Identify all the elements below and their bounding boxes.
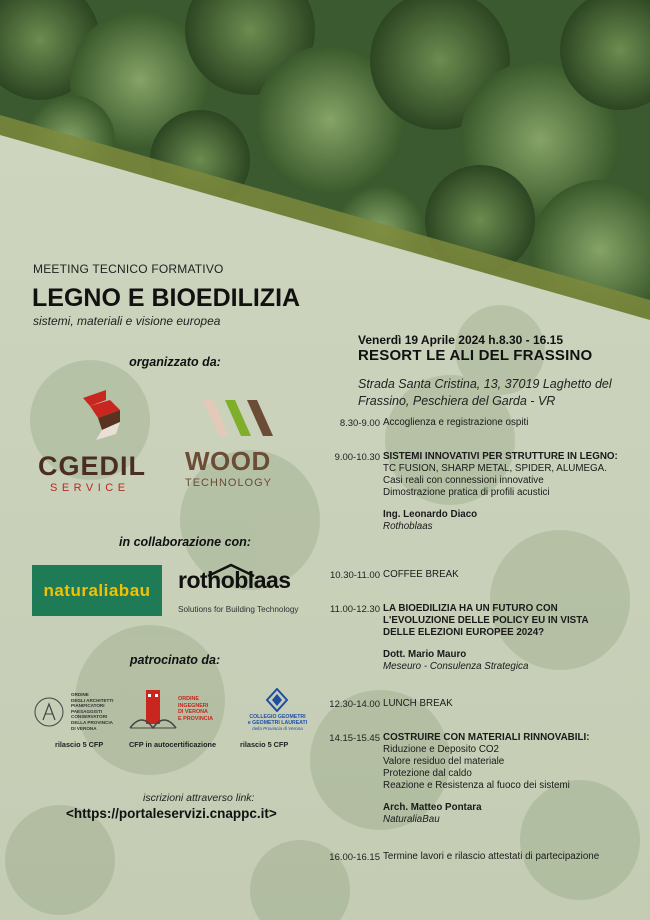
- programme-line: Protezione dal caldo: [383, 768, 472, 779]
- event-date: Venerdì 19 Aprile 2024 h.8.30 - 16.15: [358, 333, 564, 347]
- wood-sub: TECHNOLOGY: [185, 477, 273, 489]
- cgedil-name: CGEDIL: [38, 451, 147, 481]
- programme-time: 8.30-9.00: [339, 418, 380, 429]
- programme-org: Meseuro - Consulenza Strategica: [383, 661, 529, 672]
- programme-title: LA BIOEDILIZIA HA UN FUTURO CON L'EVOLUZIONE DELLE POLICY EU IN VISTA DELLE ELEZIONI EUROPEE 2024?: [383, 603, 589, 638]
- geometri-line: COLLEGIO GEOMETRI: [249, 714, 306, 720]
- programme-title: Accoglienza e registrazione ospiti: [383, 417, 529, 428]
- programme-time: 16.00-16.15: [329, 852, 380, 863]
- programme-item: [383, 417, 633, 429]
- programme-item: [383, 569, 633, 581]
- programme-speaker: Ing. Leonardo Diaco: [383, 509, 478, 520]
- ingegneri-text: [178, 696, 213, 722]
- patrons-label: patrocinato da:: [129, 653, 221, 667]
- cfp-geometri: rilascio 5 CFP: [240, 740, 289, 749]
- programme-title: Termine lavori e rilascio attestati di partecipazione: [383, 851, 600, 862]
- cfp-architetti: rilascio 5 CFP: [55, 740, 104, 749]
- address-line-1: Strada Santa Cristina, 13, 37019 Laghetto del: [358, 377, 612, 391]
- geometri-line: e GEOMETRI LAUREATI: [247, 720, 308, 726]
- wood-technology-logo: [185, 398, 295, 493]
- cgedil-logo: [38, 388, 163, 494]
- ordine-architetti-logo: [33, 692, 128, 734]
- rothoblaas-name: rothoblaas: [178, 567, 291, 593]
- event-subtitle: sistemi, materiali e visione europea: [33, 314, 221, 328]
- programme-line: Reazione e Resistenza al fuoco dei sistemi: [383, 780, 570, 791]
- programme-org: Rothoblaas: [383, 521, 433, 532]
- naturaliabau-name: naturaliabau: [43, 580, 151, 600]
- wood-name: WOOD: [185, 446, 271, 476]
- architetti-a-icon: [33, 696, 65, 728]
- geometri-diamond-icon: [266, 688, 288, 712]
- programme-time: 10.30-11.00: [329, 570, 380, 581]
- cfp-ingegneri: CFP in autocertificazione: [129, 740, 217, 749]
- programme-item: [383, 451, 633, 533]
- collegio-geometri-logo: [245, 688, 310, 736]
- architetti-line: CONSERVATORI: [71, 714, 108, 720]
- programme-title: COSTRUIRE CON MATERIALI RINNOVABILI:: [383, 732, 590, 743]
- event-kicker: MEETING TECNICO FORMATIVO: [33, 262, 224, 276]
- architetti-line: DEGLI ARCHITETTI: [71, 697, 114, 703]
- programme-speaker: Arch. Matteo Pontara: [383, 802, 482, 813]
- ingegneri-line: INGEGNERI: [178, 702, 209, 709]
- programme-line: TC FUSION, SHARP METAL, SPIDER, ALUMEGA.: [383, 463, 607, 474]
- programme-title: COFFEE BREAK: [383, 569, 459, 580]
- registration-note: iscrizioni attraverso link:: [143, 792, 255, 804]
- cgedil-mark-icon: [38, 388, 163, 448]
- event-venue: RESORT LE ALI DEL FRASSINO: [358, 347, 593, 364]
- programme-item: [383, 603, 598, 673]
- architetti-line: ORDINE: [71, 692, 89, 697]
- wood-mark-icon: [185, 398, 295, 443]
- programme-time: 14.15-15.45: [329, 733, 380, 744]
- architetti-text: [71, 692, 113, 731]
- programme-time: 9.00-10.30: [334, 452, 380, 463]
- ingegneri-line: DI VERONA: [178, 709, 208, 716]
- registration-link[interactable]: <https://portaleservizi.cnappc.it>: [66, 806, 277, 821]
- ingegneri-line: ORDINE: [178, 696, 199, 702]
- collaboration-label: in collaborazione con:: [119, 535, 251, 549]
- ingegneri-tower-icon: [128, 688, 178, 734]
- event-address: [358, 376, 638, 410]
- cgedil-service: SERVICE: [50, 482, 130, 494]
- programme-line: Valore residuo del materiale: [383, 756, 505, 767]
- programme-line: Casi reali con connessioni innovative: [383, 475, 544, 486]
- ordine-ingegneri-logo: [128, 688, 236, 736]
- geometri-line: della Provincia di Verona: [252, 726, 303, 731]
- programme-item: [383, 732, 633, 826]
- rothoblaas-logo: [178, 563, 313, 619]
- event-title: LEGNO E BIOEDILIZIA: [32, 284, 301, 312]
- architetti-line: PIANIFICATORI: [71, 703, 105, 709]
- architetti-line: DI VERONA: [71, 725, 97, 731]
- rothoblaas-tagline: Solutions for Building Technology: [178, 605, 299, 614]
- address-line-2: Frassino, Peschiera del Garda - VR: [358, 394, 556, 408]
- architetti-line: PAESAGGISTI: [71, 708, 103, 714]
- organizers-label: organizzato da:: [129, 355, 221, 369]
- ingegneri-line: E PROVINCIA: [178, 715, 214, 722]
- programme-item: [383, 851, 643, 863]
- programme-title: LUNCH BREAK: [383, 698, 453, 709]
- programme-org: NaturaliaBau: [383, 814, 440, 825]
- naturaliabau-logo: [32, 565, 162, 616]
- programme-line: Riduzione e Deposito CO2: [383, 744, 499, 755]
- programme-time: 12.30-14.00: [329, 699, 380, 710]
- architetti-line: DELLA PROVINCIA: [71, 719, 113, 725]
- programme-line: Dimostrazione pratica di profili acustici: [383, 487, 550, 498]
- programme-item: [383, 698, 633, 710]
- programme-speaker: Dott. Mario Mauro: [383, 649, 467, 660]
- programme-title: SISTEMI INNOVATIVI PER STRUTTURE IN LEGNO:: [383, 451, 618, 462]
- geometri-text: [245, 714, 310, 732]
- programme-time: 11.00-12.30: [329, 604, 380, 615]
